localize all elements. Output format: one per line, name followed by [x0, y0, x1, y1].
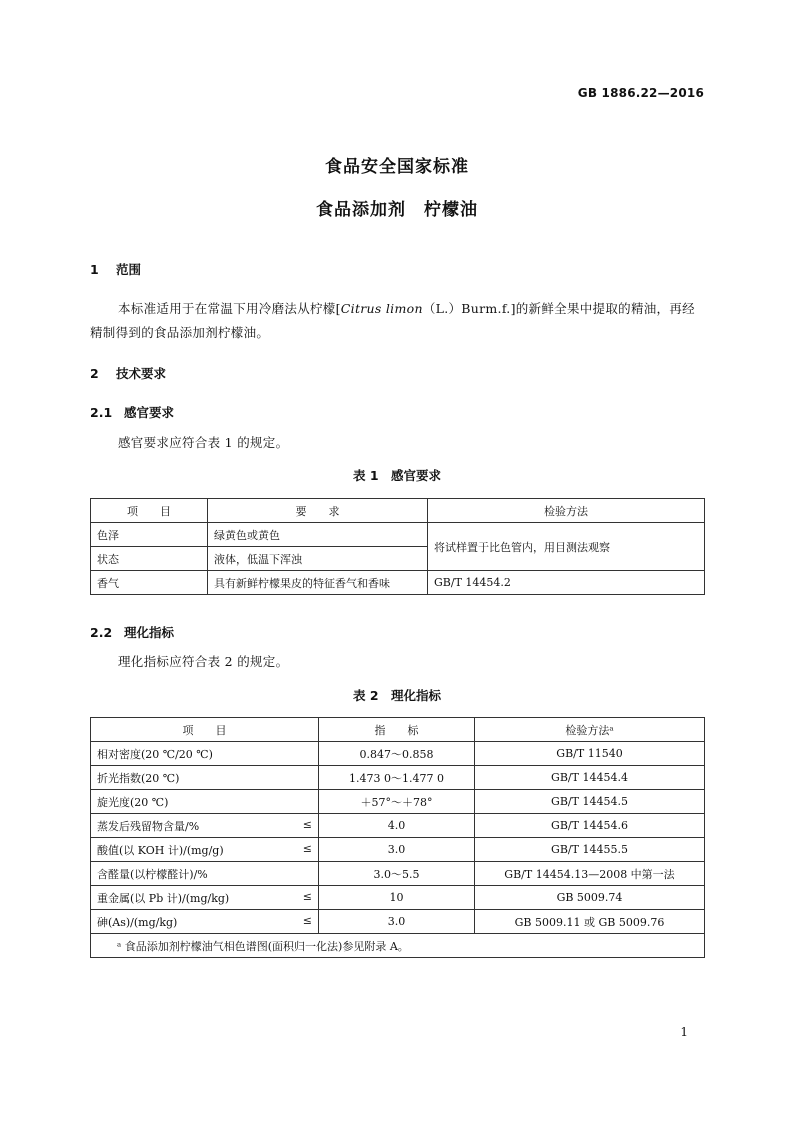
table-footnote: ᵃ 食品添加剂柠檬油气相色谱图(面积归一化法)参见附录 A。: [91, 934, 705, 958]
text-part: （L.）Burm.f.]的新鲜全果中提取的精油，再经精制得到的食品添加剂柠檬油。: [90, 301, 695, 340]
table-header-row: [91, 499, 705, 523]
section-1-paragraph: [90, 297, 706, 345]
column-header: 要 求: [208, 499, 428, 523]
item-label: 旋光度(20 ℃): [97, 795, 169, 809]
comparison-sign: ≤: [302, 913, 312, 927]
cell-requirement: 液体，低温下浑浊: [208, 547, 428, 571]
cell-item: 香气: [91, 571, 208, 595]
cell-method: GB/T 14455.5: [475, 838, 705, 862]
section-2-1-heading: [90, 403, 174, 421]
section-2-1-paragraph: 感官要求应符合表 1 的规定。: [118, 435, 289, 450]
section-2-2-paragraph: 理化指标应符合表 2 的规定。: [118, 654, 289, 669]
cell-method: GB/T 14454.2: [428, 571, 705, 595]
cell-value: 3.0: [319, 838, 475, 862]
cell-item: [91, 790, 319, 814]
cell-method: GB/T 14454.4: [475, 766, 705, 790]
section-number: 2: [90, 366, 99, 381]
cell-value: 3.0: [319, 910, 475, 934]
comparison-sign: ≤: [302, 889, 312, 903]
text-part: 本标准适用于在常温下用冷磨法从柠檬[: [118, 301, 341, 316]
column-header: 指 标: [319, 718, 475, 742]
cell-item: [91, 862, 319, 886]
cell-item: 色泽: [91, 523, 208, 547]
cell-method: GB/T 14454.6: [475, 814, 705, 838]
table-row: [91, 862, 705, 886]
item-label: 相对密度(20 ℃/20 ℃): [97, 747, 213, 761]
table-row: [91, 523, 705, 547]
cell-method: GB/T 14454.13—2008 中第一法: [475, 862, 705, 886]
cell-item: [91, 838, 319, 862]
section-2-heading: [90, 364, 166, 382]
cell-item: [91, 766, 319, 790]
cell-requirement: 具有新鲜柠檬果皮的特征香气和香味: [208, 571, 428, 595]
section-number: 2.2: [90, 625, 113, 640]
cell-value: 4.0: [319, 814, 475, 838]
table-2-caption: 表 2 理化指标: [352, 688, 442, 703]
document-title: 食品安全国家标准: [325, 157, 469, 177]
table-2: [90, 717, 705, 958]
column-header: 检验方法ᵃ: [475, 718, 705, 742]
standard-code: GB 1886.22—2016: [577, 86, 704, 100]
comparison-sign: ≤: [302, 817, 312, 831]
item-label: 重金属(以 Pb 计)/(mg/kg): [97, 891, 230, 905]
species-name: Citrus limon: [340, 301, 423, 316]
section-title: 理化指标: [124, 625, 175, 640]
cell-value: 3.0～5.5: [319, 862, 475, 886]
item-label: 酸值(以 KOH 计)/(mg/g): [97, 843, 224, 857]
table-row: [91, 838, 705, 862]
table-1-caption: 表 1 感官要求: [352, 468, 442, 483]
item-label: 折光指数(20 ℃): [97, 771, 180, 785]
section-number: 2.1: [90, 405, 113, 420]
table-row: [91, 571, 705, 595]
cell-item: [91, 814, 319, 838]
item-label: 蒸发后残留物含量/%: [97, 819, 200, 833]
cell-method: GB/T 14454.5: [475, 790, 705, 814]
table-1: [90, 498, 705, 595]
section-title: 感官要求: [124, 405, 175, 420]
table-row: [91, 742, 705, 766]
section-number: 1: [90, 262, 99, 277]
page-number: 1: [680, 1025, 688, 1039]
cell-value: 0.847～0.858: [319, 742, 475, 766]
section-2-2-heading: [90, 623, 174, 641]
item-label: 含醛量(以柠檬醛计)/%: [97, 867, 208, 881]
table-header-row: [91, 718, 705, 742]
column-header: 项 目: [91, 499, 208, 523]
table-row: [91, 790, 705, 814]
table-row: [91, 886, 705, 910]
table-row: [91, 766, 705, 790]
document-subtitle: 食品添加剂 柠檬油: [316, 200, 478, 220]
cell-value: 1.473 0～1.477 0: [319, 766, 475, 790]
column-header: 项 目: [91, 718, 319, 742]
cell-value: ＋57°～＋78°: [319, 790, 475, 814]
cell-item: [91, 910, 319, 934]
item-label: 砷(As)/(mg/kg): [97, 915, 178, 929]
section-1-heading: [90, 260, 141, 278]
section-title: 范围: [116, 262, 142, 277]
cell-method: GB 5009.74: [475, 886, 705, 910]
column-header: 检验方法: [428, 499, 705, 523]
cell-item: [91, 886, 319, 910]
cell-method: GB/T 11540: [475, 742, 705, 766]
comparison-sign: ≤: [302, 841, 312, 855]
cell-method: 将试样置于比色管内，用目测法观察: [428, 523, 705, 571]
cell-value: 10: [319, 886, 475, 910]
table-footnote-row: [91, 934, 705, 958]
cell-item: 状态: [91, 547, 208, 571]
table-row: [91, 814, 705, 838]
table-row: [91, 910, 705, 934]
cell-item: [91, 742, 319, 766]
cell-method: GB 5009.11 或 GB 5009.76: [475, 910, 705, 934]
section-title: 技术要求: [116, 366, 167, 381]
cell-requirement: 绿黄色或黄色: [208, 523, 428, 547]
